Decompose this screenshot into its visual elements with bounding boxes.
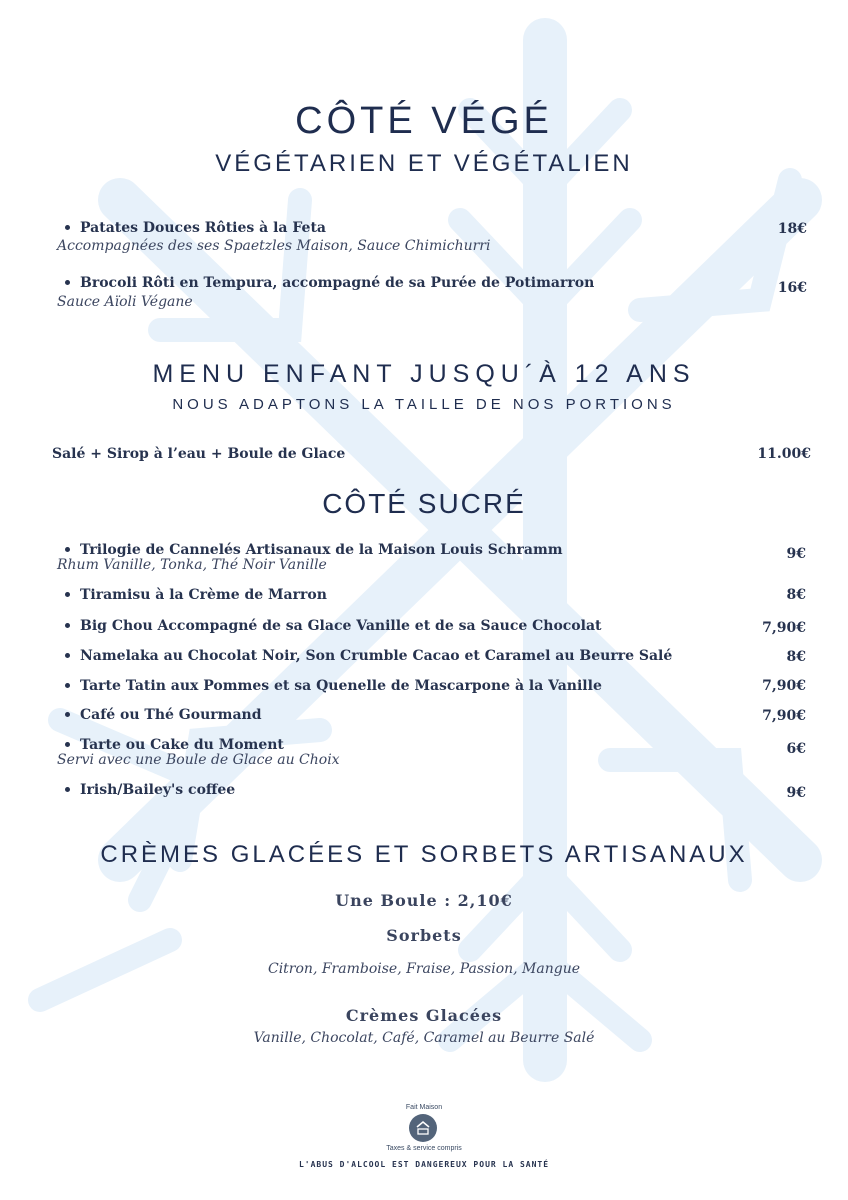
sucre-item-5 [65,678,602,694]
sucre-item-1 [65,542,563,558]
vege-item-1-price: 18€ [777,221,807,237]
sucre-item-1-price: 9€ [786,546,806,562]
glaces-boule: Une Boule : 2,10€ [335,891,513,910]
bullet-icon [65,547,70,552]
bullet-icon [65,623,70,628]
taxes-label: Taxes & service compris [386,1145,462,1152]
sorbets-title: Sorbets [386,926,462,945]
bullet-icon [65,742,70,747]
item-name: Café ou Thé Gourmand [80,707,262,723]
enfant-price: 11.00€ [757,446,811,462]
item-name: Namelaka au Chocolat Noir, Son Crumble Cacao et Caramel au Beurre Salé [80,648,673,664]
sucre-title: CÔTÉ SUCRÉ [322,488,526,519]
sucre-item-2-price: 8€ [786,587,806,603]
enfant-title: MENU ENFANT JUSQU´À 12 ANS [152,360,696,388]
sucre-item-1-desc: Rhum Vanille, Tonka, Thé Noir Vanille [57,557,327,573]
vege-item-2-desc: Sauce Aïoli Végane [57,294,193,310]
vege-subtitle: VÉGÉTARIEN ET VÉGÉTALIEN [215,150,633,177]
sucre-item-4-price: 8€ [786,649,806,665]
sucre-item-3 [65,618,602,634]
sucre-item-7-desc: Servi avec une Boule de Glace au Choix [57,752,340,768]
bullet-icon [65,592,70,597]
item-name: Brocoli Rôti en Tempura, accompagné de sa Purée de Potimarron [80,275,595,291]
sucre-item-7-price: 6€ [786,741,806,757]
sucre-item-4 [65,648,672,664]
sucre-item-8 [65,782,235,798]
bullet-icon [65,225,70,230]
bullet-icon [65,712,70,717]
sucre-item-5-price: 7,90€ [762,678,806,694]
sucre-item-3-price: 7,90€ [762,620,806,636]
vege-title: CÔTÉ VÉGÉ [295,100,553,142]
vege-item-1 [65,220,326,236]
bullet-icon [65,653,70,658]
bullet-icon [65,683,70,688]
vege-item-2-price: 16€ [777,280,807,296]
sucre-item-8-price: 9€ [786,785,806,801]
item-name: Patates Douces Rôties à la Feta [80,220,326,236]
glaces-title: CRÈMES GLACÉES ET SORBETS ARTISANAUX [100,841,748,868]
cremes-list: Vanille, Chocolat, Café, Caramel au Beurre Salé [253,1030,595,1046]
sucre-item-6-price: 7,90€ [762,708,806,724]
item-name: Tarte ou Cake du Moment [80,737,284,753]
item-name: Tiramisu à la Crème de Marron [80,587,327,603]
vege-item-2 [65,275,594,291]
vege-item-1-desc: Accompagnées des ses Spaetzles Maison, Sauce Chimichurri [57,238,491,254]
item-name: Irish/Bailey's coffee [80,782,236,798]
fait-maison-logo-icon [409,1114,437,1142]
bullet-icon [65,787,70,792]
item-name: Tarte Tatin aux Pommes et sa Quenelle de Mascarpone à la Vanille [80,678,602,694]
enfant-item: Salé + Sirop à l’eau + Boule de Glace [52,446,346,462]
bullet-icon [65,280,70,285]
sucre-item-2 [65,587,327,603]
enfant-subtitle: NOUS ADAPTONS LA TAILLE DE NOS PORTIONS [172,396,676,413]
sucre-item-6 [65,707,262,723]
house-icon [409,1114,437,1142]
alcohol-warning: L'ABUS D'ALCOOL EST DANGEREUX POUR LA SANTÉ [298,1160,550,1169]
sucre-item-7 [65,737,284,753]
cremes-title: Crèmes Glacées [345,1006,503,1025]
fait-maison-label: Fait Maison [405,1104,443,1111]
sorbets-list: Citron, Framboise, Fraise, Passion, Mangue [267,961,580,977]
item-name: Trilogie de Cannelés Artisanaux de la Maison Louis Schramm [80,542,563,558]
item-name: Big Chou Accompagné de sa Glace Vanille et de sa Sauce Chocolat [80,618,602,634]
